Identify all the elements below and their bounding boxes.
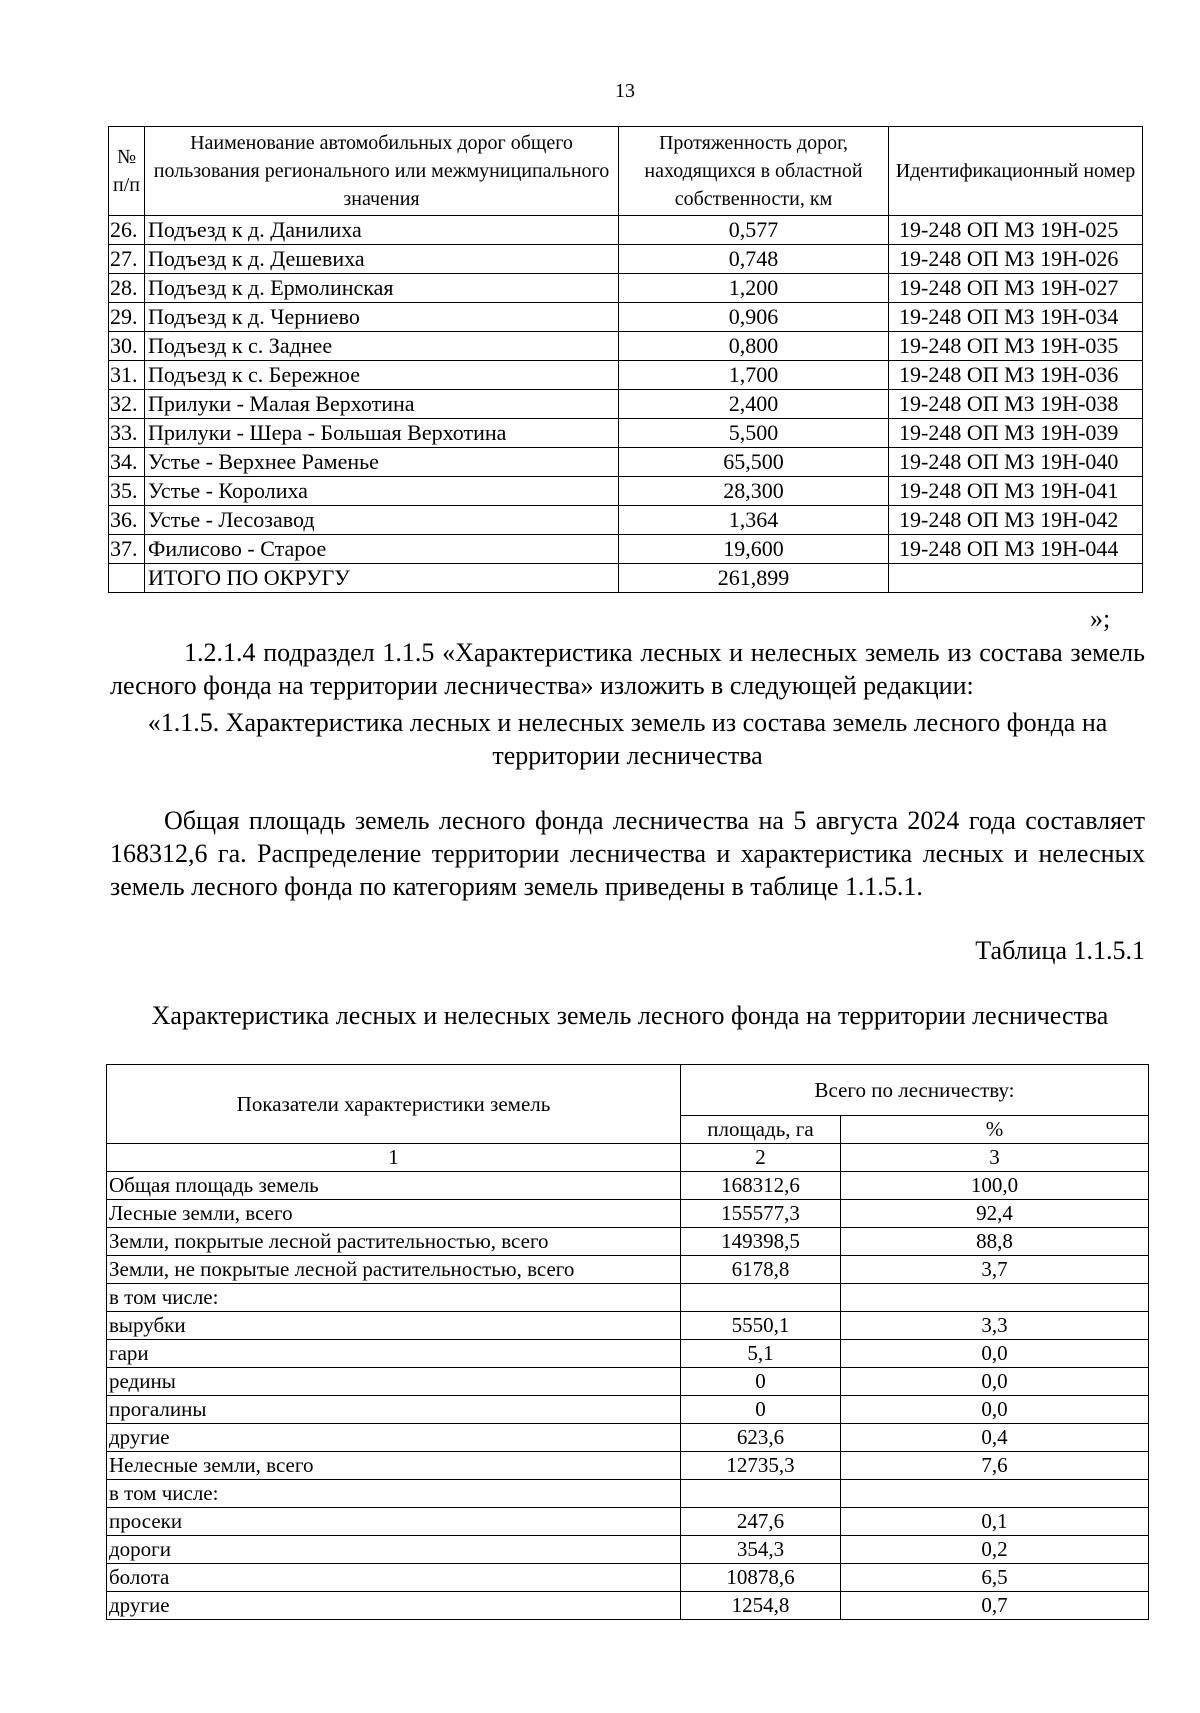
area-value: 0 [681,1368,841,1396]
road-ident: 19-248 ОП МЗ 19Н-041 [889,477,1143,506]
indicator-label: Лесные земли, всего [107,1200,681,1228]
table-row [107,1508,1149,1536]
table-row [107,1200,1149,1228]
road-name: Подъезд к д. Дешевиха [145,245,619,274]
road-ident: 19-248 ОП МЗ 19Н-042 [889,506,1143,535]
road-ident: 19-248 ОП МЗ 19Н-036 [889,361,1143,390]
road-length: 28,300 [619,477,889,506]
table-row [109,419,1143,448]
area-value: 0 [681,1396,841,1424]
percent-value: 100,0 [841,1172,1149,1200]
empty-cell [109,564,145,593]
indicator-label: прогалины [107,1396,681,1424]
indicator-label: редины [107,1368,681,1396]
row-number: 29. [109,303,145,332]
indicator-label: Земли, покрытые лесной растительностью, всего [107,1228,681,1256]
road-name: Подъезд к д. Черниево [145,303,619,332]
row-number: 36. [109,506,145,535]
column-numbers-row [107,1144,1149,1172]
row-number: 28. [109,274,145,303]
row-number: 31. [109,361,145,390]
area-value: 5550,1 [681,1312,841,1340]
road-length: 65,500 [619,448,889,477]
row-number: 35. [109,477,145,506]
area-value: 168312,6 [681,1172,841,1200]
table-row [109,332,1143,361]
general-paragraph: Общая площадь земель лесного фонда лесничества на 5 августа 2024 года составляет 168312,6 га. Распределение территории лесничества и характеристика лесных и нелесных земель лесного фонда по категориям земель приведены в таблице 1.1.5.1. [110,806,1145,901]
column-number: 2 [681,1144,841,1172]
road-name: Подъезд к д. Ермолинская [145,274,619,303]
percent-value: 0,0 [841,1340,1149,1368]
row-number: 34. [109,448,145,477]
area-value: 247,6 [681,1508,841,1536]
road-ident: 19-248 ОП МЗ 19Н-034 [889,303,1143,332]
area-value: 623,6 [681,1424,841,1452]
percent-value [841,1480,1149,1508]
road-length: 1,364 [619,506,889,535]
percent-value: 6,5 [841,1564,1149,1592]
header-num: № п/п [109,127,145,216]
area-value: 12735,3 [681,1452,841,1480]
road-name: Подъезд к д. Данилиха [145,216,619,245]
percent-value: 0,0 [841,1396,1149,1424]
percent-value: 0,1 [841,1508,1149,1536]
table-row [107,1536,1149,1564]
road-name: Подъезд к с. Бережное [145,361,619,390]
table-row [107,1368,1149,1396]
road-ident: 19-248 ОП МЗ 19Н-026 [889,245,1143,274]
new-section-heading: «1.1.5. Характеристика лесных и нелесных земель из состава земель лесного фонда на территории лесничества [147,708,1108,770]
total-length: 261,899 [619,564,889,593]
page-number: 13 [615,80,635,102]
table-row [107,1424,1149,1452]
table-row [107,1172,1149,1200]
row-number: 26. [109,216,145,245]
table-row [107,1284,1149,1312]
table-label: Таблица 1.1.5.1 [975,936,1145,965]
column-number: 3 [841,1144,1149,1172]
table-row [107,1340,1149,1368]
percent-value: 7,6 [841,1452,1149,1480]
total-row [109,564,1143,593]
indicator-label: Земли, не покрытые лесной растительностью, всего [107,1256,681,1284]
table-row [107,1396,1149,1424]
road-ident: 19-248 ОП МЗ 19Н-044 [889,535,1143,564]
table-row [107,1452,1149,1480]
table-row [109,216,1143,245]
road-length: 0,800 [619,332,889,361]
road-name: Устье - Верхнее Раменье [145,448,619,477]
table-title: Характеристика лесных и нелесных земель лесного фонда на территории лесничества [151,1001,1109,1030]
area-value: 354,3 [681,1536,841,1564]
road-name: Подъезд к с. Заднее [145,332,619,361]
header-percent: % [841,1116,1149,1144]
area-value: 5,1 [681,1340,841,1368]
road-length: 2,400 [619,390,889,419]
road-ident: 19-248 ОП МЗ 19Н-040 [889,448,1143,477]
area-value: 10878,6 [681,1564,841,1592]
percent-value: 92,4 [841,1200,1149,1228]
land-table [106,1064,1149,1620]
header-indicator: Показатели характеристики земель [107,1065,681,1144]
table-row [109,506,1143,535]
table-row [107,1228,1149,1256]
area-value [681,1480,841,1508]
row-number: 37. [109,535,145,564]
table-row [107,1480,1149,1508]
area-value [681,1284,841,1312]
indicator-label: в том числе: [107,1284,681,1312]
table-row [109,477,1143,506]
row-number: 30. [109,332,145,361]
road-length: 1,200 [619,274,889,303]
indicator-label: просеки [107,1508,681,1536]
road-name: Прилуки - Малая Верхотина [145,390,619,419]
road-length: 19,600 [619,535,889,564]
indicator-label: Общая площадь земель [107,1172,681,1200]
indicator-label: в том числе: [107,1480,681,1508]
table-row [109,361,1143,390]
header-road-name: Наименование автомобильных дорог общего пользования регионального или межмуниципального значения [145,127,619,216]
percent-value: 0,7 [841,1592,1149,1620]
road-name: Устье - Королиха [145,477,619,506]
roads-table-header [109,127,1143,216]
road-length: 0,577 [619,216,889,245]
indicator-label: дороги [107,1536,681,1564]
road-length: 1,700 [619,361,889,390]
indicator-label: болота [107,1564,681,1592]
road-ident: 19-248 ОП МЗ 19Н-039 [889,419,1143,448]
table-row [107,1312,1149,1340]
indicator-label: гари [107,1340,681,1368]
row-number: 33. [109,419,145,448]
road-name: Устье - Лесозавод [145,506,619,535]
table-row [107,1256,1149,1284]
percent-value: 0,2 [841,1536,1149,1564]
indicator-label: другие [107,1592,681,1620]
header-ident: Идентификационный номер [889,127,1143,216]
area-value: 1254,8 [681,1592,841,1620]
column-number: 1 [107,1144,681,1172]
table-row [107,1592,1149,1620]
indicator-label: другие [107,1424,681,1452]
percent-value: 88,8 [841,1228,1149,1256]
empty-cell [889,564,1143,593]
percent-value [841,1284,1149,1312]
row-number: 27. [109,245,145,274]
road-ident: 19-248 ОП МЗ 19Н-025 [889,216,1143,245]
header-length: Протяженность дорог, находящихся в областной собственности, км [619,127,889,216]
road-length: 0,906 [619,303,889,332]
row-number: 32. [109,390,145,419]
percent-value: 0,0 [841,1368,1149,1396]
percent-value: 0,4 [841,1424,1149,1452]
land-table-header-row1 [107,1065,1149,1116]
area-value: 6178,8 [681,1256,841,1284]
header-area: площадь, га [681,1116,841,1144]
road-ident: 19-248 ОП МЗ 19Н-038 [889,390,1143,419]
road-ident: 19-248 ОП МЗ 19Н-027 [889,274,1143,303]
area-value: 155577,3 [681,1200,841,1228]
total-label: ИТОГО ПО ОКРУГУ [145,564,619,593]
amendment-paragraph: 1.2.1.4 подраздел 1.1.5 «Характеристика лесных и нелесных земель из состава земель лесного фонда на территории лесничества» изложить в следующей редакции: [110,638,1145,700]
percent-value: 3,7 [841,1256,1149,1284]
road-length: 0,748 [619,245,889,274]
road-name: Прилуки - Шера - Большая Верхотина [145,419,619,448]
table-row [109,390,1143,419]
table-row [107,1564,1149,1592]
indicator-label: Нелесные земли, всего [107,1452,681,1480]
road-name: Филисово - Старое [145,535,619,564]
road-length: 5,500 [619,419,889,448]
table-row [109,245,1143,274]
header-total: Всего по лесничеству: [681,1065,1149,1116]
table-row [109,448,1143,477]
indicator-label: вырубки [107,1312,681,1340]
area-value: 149398,5 [681,1228,841,1256]
road-ident: 19-248 ОП МЗ 19Н-035 [889,332,1143,361]
roads-table [108,126,1143,593]
percent-value: 3,3 [841,1312,1149,1340]
closing-quote: »; [1090,604,1111,633]
table-row [109,303,1143,332]
table-row [109,274,1143,303]
table-row [109,535,1143,564]
